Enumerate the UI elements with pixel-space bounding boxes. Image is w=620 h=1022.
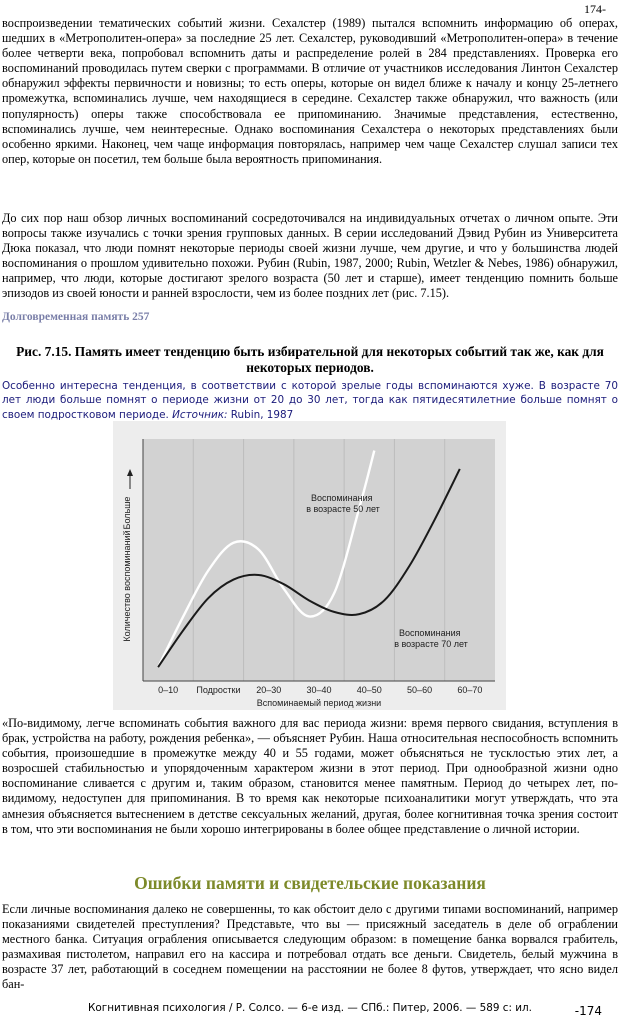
svg-text:Воспоминания в возраст	[394, 628, 468, 649]
section-reference-link[interactable]: Долговременная память 257	[2, 311, 150, 323]
body-paragraph-1: воспроизведении тематических событий жизни. Сехалстер (1989) пытался вспомнить информацию об операх, шедших в «Метрополитен-опера» за последние 25 лет. Сехалстер, руководивший «Метрополитен-опера» в течение более четверти века, попробовал вспомнить даты и распределение ролей в 284 представлениях. Проверка его воспоминаний проводилась путем сверки с программами. В отличие от участников исследования Линтон Сехалстер обнаружил эффекты первичности и новизны; то есть оперы, которые он видел ближе к началу и концу 25-летнего промежутка, вспоминались лучше, чем находящиеся в середине. Сехалстер также обнаружил, что важность (или популярность) оперы также способствовала ее припоминанию. Значимые представления, естественно, вспоминались лучше, чем неинтересные. Однако воспоминания Сехалстера о некоторых представлениях были особенно яркими. Наконец, чем чаще информация повторялась, например чем чаще Сехалстер слушал записи тех опер, которые он посетил, тем больше была вероятность припоминания.	[2, 16, 618, 166]
x-axis-label: Вспоминаемый период жизни	[256, 698, 382, 708]
page-number-top: 174-	[584, 2, 606, 16]
figure-source-value: Rubin, 1987	[230, 408, 294, 421]
section-heading: Ошибки памяти и свидетельские показания	[134, 873, 486, 893]
x-tick-label: 60–70	[457, 685, 483, 695]
memory-curve-figure	[113, 421, 506, 710]
x-tick-label: 0–10	[158, 685, 179, 695]
page-number-bottom: -174	[574, 1004, 602, 1018]
svg-text:Воспоминания в возраст	[306, 493, 380, 514]
annotation-age-70-line2: в возрасте 70 лет	[394, 639, 468, 649]
body-paragraph-3: «По-видимому, легче вспоминать события важного для вас периода жизни: время первого свидания, вступления в брак, устройства на работу, рождения ребенка», — объясняет Рубин. Наша относительная неспособность вспомнить события, произошедшие в промежутке между 40 и 55 годами, может объясняться не тусклостью этих лет, а возросшей стабильностью и упорядоченным характером жизни в этот период. При однообразной жизни одно воспоминание сливается с другим и, таким образом, становится менее памятным. Период до четырех лет, по-видимому, недоступен для припоминания. В то время как некоторые психоаналитики могут утверждать, что эта амнезия объясняется вытеснением в детстве сексуальных желаний, другая, более когнитивная точка зрения состоит в том, что эти воспоминания не были хорошо интегрированы в более общее представление о личной истории.	[2, 716, 618, 836]
x-tick-label: 20–30	[256, 685, 282, 695]
figure-source-label: Источник:	[172, 408, 228, 421]
annotation-age-70	[394, 628, 468, 649]
y-axis-more-label: Больше	[122, 496, 132, 530]
x-tick-label: 50–60	[407, 685, 433, 695]
x-tick-label: Подростки	[196, 685, 241, 695]
annotation-age-50	[306, 493, 380, 514]
annotation-age-70-line1: Воспоминания	[399, 628, 461, 638]
memory-curve-chart	[113, 421, 506, 710]
figure-description-text: Особенно интересна тенденция, в соответствии с которой зрелые годы вспоминаются хуже. В возрасте 70 лет люди больше помнят о периоде жизни от 20 до 30 лет, тогда как пятидесятилетние больше помнят о своем подростковом периоде.	[2, 380, 618, 421]
page-footer: Когнитивная психология / Р. Солсо. — 6-е изд. — СПб.: Питер, 2006. — 589 с: ил.	[88, 1002, 532, 1014]
body-paragraph-2: До сих пор наш обзор личных воспоминаний сосредоточивался на индивидуальных отчетах о личном опыте. Эти вопросы также изучались с точки зрения групповых данных. В серии исследований Дэвид Рубин из Университета Дюка показал, что люди помнят некоторые периоды своей жизни лучше, чем другие, и что у большинства людей воспоминания о прошлом удивительно похожи. Рубин (Rubin, 1987, 2000; Rubin, Wetzler & Nebes, 1986) обнаружил, например, что люди, которые достигают зрелого возраста (50 лет и старше), имеет тенденцию помнить больше эпизодов из своей юности и ранней взрослости, чем из более поздних лет (рис. 7.15).	[2, 211, 618, 301]
figure-caption: Рис. 7.15. Память имеет тенденцию быть избирательной для некоторых событий так же, как для некоторых периодов.	[16, 344, 604, 375]
body-paragraph-4: Если личные воспоминания далеко не совершенны, то как обстоит дело с другими типами воспоминаний, например показаниями свидетелей преступления? Представьте, что вы — присяжный заседатель в деле об ограблении местного банка. Ситуация ограбления описывается следующим образом: в помещение банка ворвался грабитель, размахивая пистолетом, направил его на кассира и потребовал отдать все деньги. Свидетель, белый мужчина в возрасте 37 лет, работающий в соседнем помещении на расстоянии не более 8 футов, утверждает, что ясно видел бан-	[2, 902, 618, 992]
x-tick-label: 40–50	[356, 685, 382, 695]
figure-description	[2, 379, 618, 422]
annotation-age-50-line2: в возрасте 50 лет	[306, 504, 380, 514]
annotation-age-50-line1: Воспоминания	[311, 493, 373, 503]
x-tick-label: 30–40	[306, 685, 332, 695]
y-axis-label: Количество воспоминаний	[122, 530, 132, 642]
